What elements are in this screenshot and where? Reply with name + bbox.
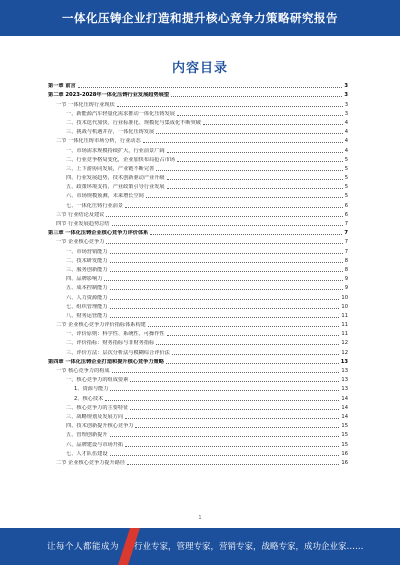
toc-leader-dots (78, 87, 343, 88)
toc-entry-page: 5 (344, 193, 348, 200)
toc-leader-dots (104, 280, 342, 281)
toc-leader-dots (125, 418, 339, 419)
toc-leader-dots (172, 354, 340, 355)
table-of-contents (48, 80, 348, 466)
toc-entry-page: 5 (344, 165, 348, 172)
toc-leader-dots (110, 253, 343, 254)
toc-entry-label: 四、品牌影响力 (66, 276, 103, 283)
toc-entry-page: 12 (341, 340, 348, 347)
toc-entry[interactable] (48, 374, 348, 383)
toc-entry-page: 6 (344, 211, 348, 218)
toc-leader-dots (146, 197, 343, 198)
toc-entry[interactable] (48, 429, 348, 438)
toc-entry[interactable] (48, 245, 348, 254)
toc-entry[interactable] (48, 126, 348, 135)
toc-leader-dots (167, 188, 343, 189)
toc-entry-label: 三、挑战与机遇并存，一体化压铸发展 (66, 129, 155, 136)
toc-entry[interactable] (48, 291, 348, 300)
toc-entry-label: 第一章 前言 (48, 83, 76, 90)
toc-entry[interactable] (48, 135, 348, 144)
toc-entry-page: 9 (344, 285, 348, 292)
toc-leader-dots (167, 179, 343, 180)
toc-leader-dots (156, 344, 339, 345)
toc-entry[interactable] (48, 301, 348, 310)
toc-entry-label: 三、上下游协同发展，产业链不断完善 (66, 165, 155, 172)
toc-entry-page: 10 (341, 294, 348, 301)
toc-entry-page: 3 (344, 110, 348, 117)
toc-entry[interactable] (48, 236, 348, 245)
toc-entry-label: 七、一体化压铸行业前景 (66, 202, 124, 209)
toc-entry-page: 8 (344, 266, 348, 273)
toc-entry-label: 二、技术迭代加快、行业标准化、规模化与集成化不断突破 (66, 119, 201, 126)
toc-leader-dots (156, 133, 342, 134)
toc-entry-label: 二节 一体化压铸市场分析，行业动态 (56, 138, 141, 145)
toc-leader-dots (203, 124, 343, 125)
toc-entry-page: 3 (344, 101, 348, 108)
toc-leader-dots (167, 335, 340, 336)
toc-leader-dots (112, 372, 340, 373)
toc-entry-page: 4 (344, 119, 348, 126)
toc-entry-page: 6 (344, 202, 348, 209)
toc-entry-page: 16 (341, 459, 348, 466)
toc-entry-page: 15 (341, 423, 348, 430)
toc-entry[interactable] (48, 282, 348, 291)
toc-leader-dots (110, 436, 340, 437)
toc-entry-label: 五、政策环境支持，产业政策引导行业发展 (66, 184, 165, 191)
toc-leader-dots (127, 464, 339, 465)
toc-leader-dots (166, 363, 339, 364)
toc-entry[interactable] (48, 383, 348, 392)
toc-leader-dots (110, 289, 343, 290)
toc-leader-dots (110, 271, 343, 272)
footer-tagline: 行业专家，管理专家，营销专家，战略专家，成功企业家…… (134, 542, 364, 552)
toc-entry[interactable] (48, 273, 348, 282)
toc-entry[interactable] (48, 199, 348, 208)
toc-leader-dots (110, 317, 340, 318)
toc-entry-label: 一节 一体化压铸行业现状 (56, 101, 115, 108)
toc-entry[interactable] (48, 365, 348, 374)
toc-entry[interactable] (48, 117, 348, 126)
toc-entry-page: 4 (344, 138, 348, 145)
toc-entry-label: 一节 核心竞争力的构成 (56, 368, 110, 374)
toc-entry[interactable] (48, 411, 348, 420)
toc-entry-page: 11 (341, 322, 348, 329)
toc-entry[interactable] (48, 356, 348, 365)
footer-bar (0, 528, 400, 565)
toc-leader-dots (125, 207, 343, 208)
toc-entry-label: 四节 行业发展趋势总结 (56, 221, 110, 227)
toc-leader-dots (112, 225, 343, 226)
toc-entry[interactable] (48, 172, 348, 181)
toc-entry-page: 4 (344, 147, 348, 154)
toc-entry-label: 二节 企业核心竞争力提升路径 (56, 459, 126, 466)
toc-entry-page: 7 (344, 221, 348, 227)
toc-entry[interactable] (48, 402, 348, 411)
toc-entry-page: 14 (341, 395, 348, 402)
toc-entry-page: 9 (344, 276, 348, 283)
footer-slogan: 让每个人都能成为 (47, 542, 120, 552)
toc-entry[interactable] (48, 218, 348, 227)
toc-leader-dots (110, 299, 340, 300)
toc-entry-page: 11 (341, 331, 348, 338)
toc-leader-dots (130, 381, 339, 382)
toc-entry-label: 七、组织管理能力 (66, 303, 108, 310)
toc-leader-dots (106, 243, 342, 244)
toc-entry-label: 六、品牌建设与市场开拓 (66, 441, 124, 448)
header-bar (0, 0, 400, 36)
toc-entry-page: 13 (340, 358, 348, 365)
toc-entry-label: 三、评价方法：层次分析法与模糊综合评价法 (66, 349, 170, 356)
toc-entry-page: 16 (341, 450, 348, 457)
toc-leader-dots (150, 234, 342, 235)
toc-entry-page: 3 (344, 92, 348, 99)
toc-entry-page: 10 (341, 303, 348, 310)
toc-entry[interactable] (48, 337, 348, 346)
toc-leader-dots (110, 390, 339, 391)
toc-entry-label: 一、新能源汽车轻量化需求推动一体化压铸发展 (66, 110, 175, 117)
toc-entry-label: 二、行业竞争格局变化，企业加快布局抢占市场 (66, 156, 175, 163)
toc-entry-page: 12 (341, 349, 348, 356)
toc-entry-page: 15 (341, 441, 348, 448)
toc-leader-dots (105, 400, 339, 401)
toc-entry[interactable] (48, 438, 348, 447)
toc-entry-label: 四、技术创新提升核心竞争力 (66, 423, 134, 430)
toc-entry-label: 七、人才队伍建设 (66, 450, 108, 457)
toc-leader-dots (110, 308, 340, 309)
toc-entry-label: 一、评价原则：科学性、系统性、可操作性 (66, 331, 165, 338)
toc-entry-label: 第四章 一体化压铸企业打造和提升核心竞争力策略 (48, 358, 164, 365)
toc-entry[interactable] (48, 190, 348, 199)
toc-entry-label: 二、核心竞争力的主要特征 (66, 404, 129, 411)
toc-entry-page: 5 (344, 175, 348, 182)
toc-leader-dots (117, 106, 343, 107)
toc-entry-label: 1、资源与能力 (74, 386, 109, 393)
toc-entry[interactable] (48, 181, 348, 190)
toc-leader-dots (177, 115, 343, 116)
toc-entry-page: 7 (344, 248, 348, 255)
toc-entry-label: 第二章 2023-2028年一体化压铸行业发展趋势展望 (48, 92, 170, 99)
toc-leader-dots (106, 216, 342, 217)
toc-entry[interactable] (48, 392, 348, 401)
toc-entry[interactable] (48, 310, 348, 319)
toc-entry-label: 二节 企业核心竞争力评价指标体系构建 (56, 322, 146, 329)
toc-entry-label: 四、行业发展趋势，技术创新驱动产业升级 (66, 175, 165, 182)
toc-entry[interactable] (48, 209, 348, 218)
toc-entry-label: 一节 企业核心竞争力 (56, 239, 105, 246)
toc-entry-label: 六、市场规模预测，未来增长空间 (66, 193, 144, 200)
toc-entry[interactable] (48, 108, 348, 117)
toc-entry[interactable] (48, 328, 348, 337)
toc-entry[interactable] (48, 346, 348, 355)
toc-entry-label: 三、战略规划及发展方向 (66, 413, 124, 420)
report-title: 一体化压铸企业打造和提升核心竞争力策略研究报告 (62, 11, 338, 25)
toc-entry-page: 4 (344, 129, 348, 136)
toc-entry-page: 15 (341, 432, 348, 439)
toc-entry-label: 六、人力资源能力 (66, 294, 108, 301)
toc-entry[interactable] (48, 98, 348, 107)
toc-entry-page: 14 (341, 413, 348, 420)
toc-entry[interactable] (48, 89, 348, 98)
toc-entry[interactable] (48, 420, 348, 429)
toc-entry-label: 2、核心技术 (74, 395, 104, 402)
toc-entry-label: 五、管理创新提升 (66, 432, 108, 439)
toc-entry-label: 三、服务创新能力 (66, 266, 108, 273)
toc-leader-dots (130, 409, 339, 410)
toc-entry[interactable] (48, 319, 348, 328)
toc-entry-page: 3 (344, 83, 348, 90)
toc-entry-label: 五、成本控制能力 (66, 285, 108, 292)
toc-entry-label: 一、市场营销能力 (66, 248, 108, 255)
toc-entry-page: 14 (341, 404, 348, 411)
toc-entry-page: 7 (344, 230, 348, 237)
toc-entry-label: 二、技术研发能力 (66, 257, 108, 264)
toc-leader-dots (135, 427, 339, 428)
toc-entry-page: 8 (344, 257, 348, 264)
toc-entry[interactable] (48, 255, 348, 264)
toc-entry-label: 一、市场需求规模持续扩大，行业前景广阔 (66, 147, 165, 154)
toc-entry-page: 11 (341, 312, 348, 319)
toc-entry-page: 7 (344, 239, 348, 246)
toc-entry[interactable] (48, 227, 348, 236)
toc-entry-page: 13 (341, 368, 348, 374)
toc-leader-dots (167, 152, 343, 153)
toc-entry[interactable] (48, 154, 348, 163)
toc-entry-page: 5 (344, 156, 348, 163)
toc-entry-label: 第三章 一体化压铸企业核心竞争力评价体系 (48, 230, 149, 237)
toc-entry-label: 三节 行业结论及建议 (56, 211, 105, 218)
toc-heading: 内容目录 (171, 61, 228, 76)
toc-leader-dots (177, 161, 343, 162)
toc-leader-dots (110, 455, 340, 456)
toc-entry-page: 13 (341, 377, 348, 384)
toc-entry[interactable] (48, 448, 348, 457)
toc-entry[interactable] (48, 80, 348, 89)
toc-entry-page: 13 (341, 386, 348, 393)
toc-entry-label: 八、财务运营能力 (66, 312, 108, 319)
page-number: 1 (198, 515, 202, 521)
toc-entry-label: 二、评价指标：财务指标与非财务指标 (66, 340, 155, 347)
toc-leader-dots (171, 96, 342, 97)
toc-leader-dots (110, 262, 343, 263)
toc-leader-dots (148, 326, 340, 327)
toc-leader-dots (156, 170, 342, 171)
toc-leader-dots (125, 446, 339, 447)
toc-entry-page: 5 (344, 184, 348, 191)
toc-entry-label: 一、核心竞争力的组成要素 (66, 377, 129, 384)
toc-entry[interactable] (48, 264, 348, 273)
toc-entry[interactable] (48, 163, 348, 172)
toc-entry[interactable] (48, 144, 348, 153)
toc-entry[interactable] (48, 457, 348, 466)
toc-leader-dots (143, 142, 343, 143)
